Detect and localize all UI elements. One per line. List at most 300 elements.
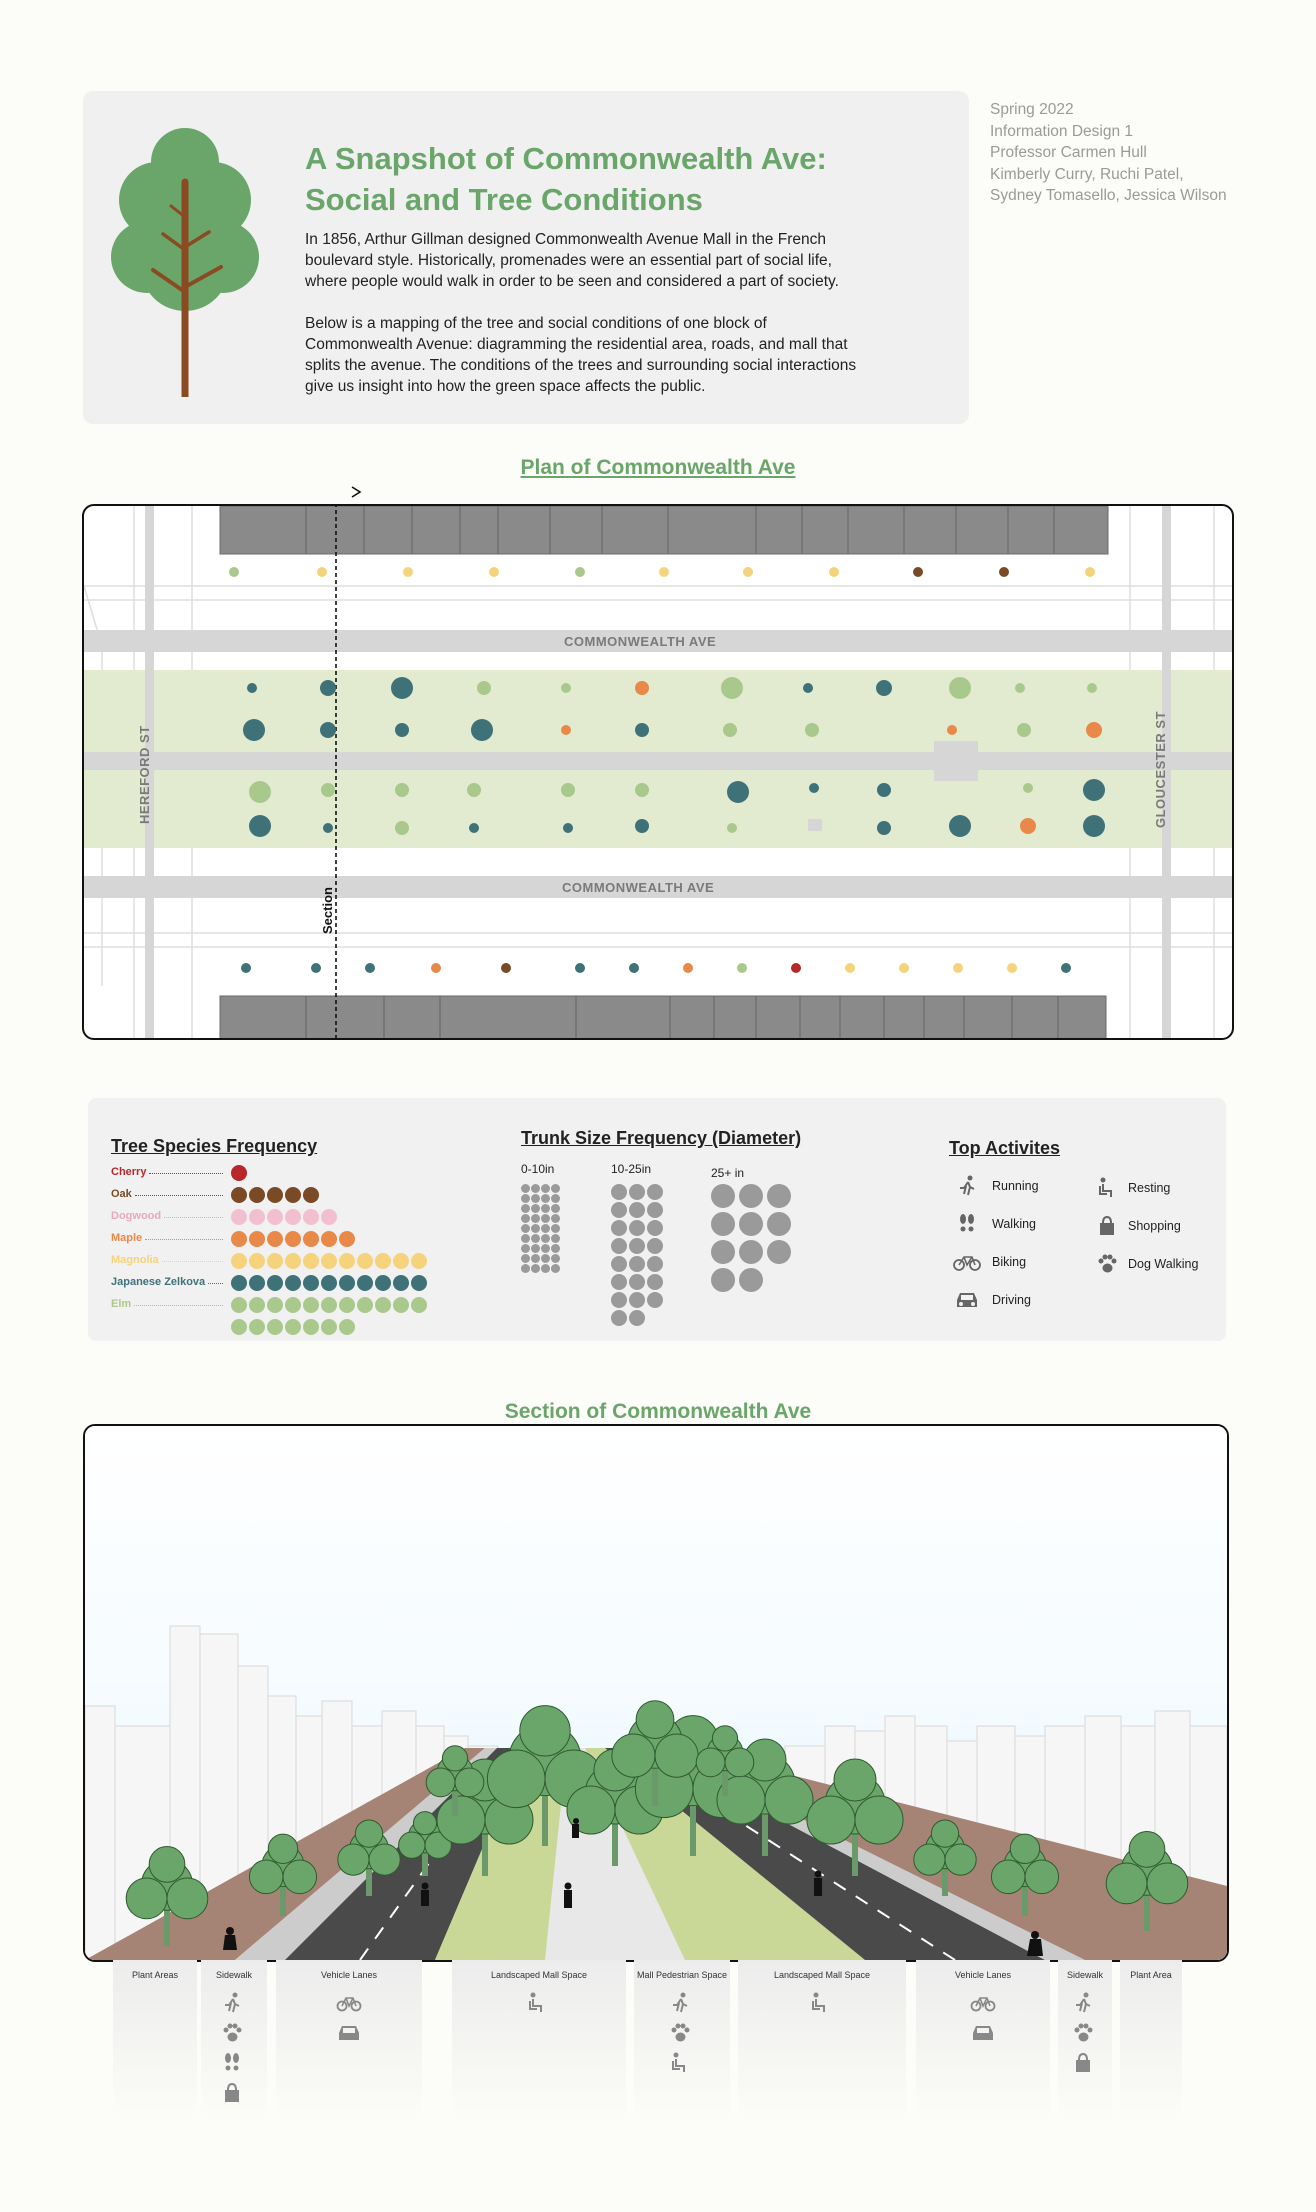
species-count-dot: [231, 1165, 247, 1181]
trunk-count-dot: [541, 1224, 550, 1233]
species-leader-line: [134, 1305, 223, 1306]
page-title: [305, 138, 865, 220]
section-zone: [1120, 1960, 1182, 2120]
tree-canopy: [487, 1750, 545, 1808]
species-count-dot: [285, 1297, 301, 1313]
credit-line: Professor Carmen Hull: [990, 144, 1147, 161]
tree-dot: [877, 821, 891, 835]
tree-dot: [953, 963, 963, 973]
tree-dot: [395, 821, 409, 835]
tree-canopy: [283, 1860, 317, 1894]
species-count-dot: [231, 1297, 247, 1313]
species-count-dot: [267, 1253, 283, 1269]
tree-canopy: [1010, 1834, 1039, 1863]
trunk-count-dot: [711, 1212, 735, 1236]
trunk-count-dot: [541, 1254, 550, 1263]
street-label-gloucester: GLOUCESTER ST: [1153, 710, 1168, 828]
running-icon: [1072, 1992, 1098, 2014]
tree-dot: [501, 963, 511, 973]
trunk-count-dot: [521, 1214, 530, 1223]
tree-dot: [575, 963, 585, 973]
tree-dot: [1007, 963, 1017, 973]
section-zone: [452, 1960, 626, 2120]
tree-dot: [876, 680, 892, 696]
trunk-count-dot: [629, 1202, 645, 1218]
road-label-top: COMMONWEALTH AVE: [564, 634, 717, 649]
species-count-dot: [249, 1187, 265, 1203]
trunk-count-dot: [551, 1194, 560, 1203]
species-count-dot: [249, 1319, 265, 1335]
trunk-count-dot: [551, 1254, 560, 1263]
tree-dot: [563, 823, 573, 833]
tree-dot: [247, 683, 257, 693]
section-zone: [916, 1960, 1050, 2120]
tree-dot: [635, 819, 649, 833]
tree-canopy: [413, 1812, 436, 1835]
species-count-dot: [393, 1275, 409, 1291]
tree-canopy: [399, 1832, 425, 1858]
trunk-count-dot: [531, 1224, 540, 1233]
tree-canopy: [945, 1844, 976, 1875]
activity-shopping: Shopping: [1128, 1219, 1181, 1233]
species-count-dot: [303, 1319, 319, 1335]
trunk-count-dot: [541, 1214, 550, 1223]
species-count-dot: [357, 1297, 373, 1313]
trunk-count-dot: [541, 1194, 550, 1203]
species-label: Cherry: [111, 1166, 147, 1178]
credit-line: Kimberly Curry, Ruchi Patel,: [990, 165, 1184, 183]
paw-icon: [221, 2022, 247, 2044]
tree-dot: [489, 567, 499, 577]
tree-dot: [809, 783, 819, 793]
species-count-dot: [249, 1253, 265, 1269]
running-icon: [956, 1175, 978, 1197]
tree-canopy: [914, 1844, 945, 1875]
tree-dot: [721, 677, 743, 699]
trunk-title: Trunk Size Frequency (Diameter): [521, 1128, 802, 1148]
running-icon: [221, 1992, 247, 2014]
trunk-count-dot: [767, 1184, 791, 1208]
trunk-count-dot: [711, 1240, 735, 1264]
shopping-bag-icon: [1096, 1215, 1118, 1237]
trunk-count-dot: [629, 1220, 645, 1236]
species-count-dot: [321, 1297, 337, 1313]
activity-resting: Resting: [1128, 1181, 1171, 1195]
tree-dot: [431, 963, 441, 973]
trunk-count-dot: [521, 1194, 530, 1203]
zone-label: Sidewalk: [1066, 1970, 1104, 1980]
trunk-count-dot: [611, 1238, 627, 1254]
trunk-count-dot: [647, 1274, 663, 1290]
tree-dot: [727, 781, 749, 803]
tree-dot: [803, 683, 813, 693]
trunk-count-dot: [551, 1214, 560, 1223]
trunk-count-dot: [551, 1234, 560, 1243]
tree-canopy: [765, 1776, 813, 1824]
species-count-dot: [249, 1209, 265, 1225]
species-count-dot: [303, 1275, 319, 1291]
trunk-frequency-chart: [521, 1162, 821, 1332]
tree-dot: [403, 567, 413, 577]
species-count-dot: [339, 1231, 355, 1247]
species-leader-line: [145, 1239, 223, 1240]
tree-dot: [1015, 683, 1025, 693]
trunk-count-dot: [629, 1292, 645, 1308]
footprints-icon: [221, 2052, 247, 2074]
species-count-dot: [411, 1253, 427, 1269]
shopping-bag-icon: [1072, 2052, 1098, 2074]
activity-walking: Walking: [992, 1217, 1036, 1231]
species-count-dot: [375, 1275, 391, 1291]
tree-dot: [805, 723, 819, 737]
trunk-count-dot: [611, 1220, 627, 1236]
species-leader-line: [149, 1173, 223, 1174]
tree-dot: [575, 567, 585, 577]
species-count-dot: [411, 1297, 427, 1313]
activities-title: Top Activites: [949, 1138, 1061, 1158]
credit-line: Sydney Tomasello, Jessica Wilson: [990, 187, 1227, 204]
trunk-count-dot: [541, 1234, 550, 1243]
credits: [990, 99, 1227, 207]
trunk-count-dot: [767, 1240, 791, 1264]
section-arrow-icon: [350, 485, 370, 499]
trunk-count-dot: [531, 1264, 540, 1273]
trunk-count-dot: [551, 1224, 560, 1233]
trunk-count-dot: [521, 1224, 530, 1233]
trunk-size-label: 10-25in: [611, 1162, 652, 1176]
activities-right: [1092, 1175, 1222, 1285]
tree-dot: [1087, 683, 1097, 693]
trunk-count-dot: [711, 1184, 735, 1208]
species-count-dot: [285, 1209, 301, 1225]
species-count-dot: [321, 1319, 337, 1335]
trunk-count-dot: [551, 1264, 560, 1273]
title-line-1: A Snapshot of Commonwealth Ave:: [305, 141, 827, 176]
tree-canopy: [834, 1759, 876, 1801]
bench-icon: [809, 1992, 835, 2014]
tree-dots-layer: [84, 506, 1232, 1038]
car-icon: [954, 1289, 980, 1311]
tree-dot: [320, 722, 336, 738]
section-zone: [201, 1960, 267, 2120]
tree-dot: [1083, 779, 1105, 801]
tree-canopy: [807, 1796, 855, 1844]
species-count-dot: [249, 1297, 265, 1313]
shopping-bag-icon: [221, 2082, 247, 2104]
section-zone: [738, 1960, 906, 2120]
title-line-2: Social and Tree Conditions: [305, 182, 703, 217]
trunk-count-dot: [629, 1274, 645, 1290]
tree-dot: [913, 567, 923, 577]
paw-icon: [1072, 2022, 1098, 2044]
tree-canopy: [426, 1768, 455, 1797]
zone-label: Landscaped Mall Space: [490, 1970, 588, 1980]
tree-canopy: [855, 1796, 903, 1844]
running-icon: [669, 1992, 695, 2014]
tree-canopy: [126, 1878, 167, 1919]
species-count-dot: [393, 1253, 409, 1269]
tree-dot: [949, 815, 971, 837]
species-count-dot: [231, 1187, 247, 1203]
tree-canopy: [636, 1701, 674, 1739]
trunk-count-dot: [541, 1244, 550, 1253]
trunk-count-dot: [541, 1204, 550, 1213]
trunk-count-dot: [647, 1292, 663, 1308]
trunk-size-label: 25+ in: [711, 1166, 745, 1180]
tree-canopy: [249, 1860, 283, 1894]
species-count-dot: [321, 1253, 337, 1269]
trunk-size-label: 0-10in: [521, 1162, 555, 1176]
tree-canopy: [655, 1734, 698, 1777]
zone-label: Landscaped Mall Space: [773, 1970, 871, 1980]
tree-canopy: [612, 1734, 655, 1777]
species-leader-line: [164, 1217, 223, 1218]
species-leader-line: [162, 1261, 223, 1262]
bike-icon: [952, 1251, 982, 1273]
species-label: Dogwood: [111, 1210, 162, 1222]
trunk-count-dot: [711, 1268, 735, 1292]
species-count-dot: [267, 1297, 283, 1313]
tree-dot: [1020, 818, 1036, 834]
tree-dot: [249, 815, 271, 837]
trunk-count-dot: [611, 1202, 627, 1218]
tree-canopy: [1147, 1863, 1188, 1904]
tree-canopy: [355, 1820, 382, 1847]
tree-illustration: [105, 122, 265, 397]
tree-dot: [635, 783, 649, 797]
trunk-count-dot: [611, 1256, 627, 1272]
tree-dot: [561, 725, 571, 735]
intro-text: [305, 229, 865, 418]
section-illustration: [83, 1424, 1229, 1962]
tree-dot: [629, 963, 639, 973]
activities-left: [952, 1175, 1092, 1315]
section-title: Section of Commonwealth Ave: [504, 1400, 812, 1423]
section-zone: [276, 1960, 422, 2120]
species-label: Maple: [111, 1232, 143, 1244]
species-count-dot: [321, 1209, 337, 1225]
species-label: Japanese Zelkova: [111, 1276, 206, 1288]
species-count-dot: [285, 1275, 301, 1291]
zone-label: Mall Pedestrian Space: [636, 1970, 728, 1980]
tree-canopy: [149, 1847, 185, 1883]
trunk-count-dot: [551, 1244, 560, 1253]
tree-dot: [845, 963, 855, 973]
trunk-count-dot: [611, 1184, 627, 1200]
trunk-count-dot: [611, 1274, 627, 1290]
credit-line: Information Design 1: [990, 122, 1134, 140]
tree-canopy: [520, 1706, 570, 1756]
species-leader-line: [135, 1195, 223, 1196]
trunk-count-dot: [611, 1292, 627, 1308]
species-count-dot: [375, 1297, 391, 1313]
species-count-dot: [339, 1253, 355, 1269]
tree-dot: [1023, 783, 1033, 793]
tree-dot: [395, 783, 409, 797]
paragraph-1: In 1856, Arthur Gillman designed Commonwealth Avenue Mall in the French boulevard style. Historically, promenades were an essential part of social life, where people would walk in order to be seen and considered a part of society.: [305, 231, 839, 290]
tree-dot: [1083, 815, 1105, 837]
species-count-dot: [339, 1319, 355, 1335]
tree-dot: [791, 963, 801, 973]
bench-icon: [1096, 1177, 1118, 1199]
trunk-count-dot: [531, 1234, 540, 1243]
species-count-dot: [285, 1231, 301, 1247]
trunk-count-dot: [647, 1238, 663, 1254]
species-count-dot: [267, 1187, 283, 1203]
trunk-count-dot: [551, 1204, 560, 1213]
species-count-dot: [321, 1231, 337, 1247]
species-count-dot: [393, 1297, 409, 1313]
zone-label: Vehicle Lanes: [320, 1970, 378, 1980]
trunk-count-dot: [739, 1184, 763, 1208]
bike-icon: [336, 1992, 362, 2014]
tree-dot: [323, 823, 333, 833]
species-count-dot: [303, 1253, 319, 1269]
car-icon: [336, 2022, 362, 2044]
trunk-count-dot: [611, 1310, 627, 1326]
trunk-count-dot: [541, 1184, 550, 1193]
species-count-dot: [231, 1275, 247, 1291]
tree-dot: [229, 567, 239, 577]
species-count-dot: [303, 1187, 319, 1203]
bench-icon: [669, 2052, 695, 2074]
tree-dot: [467, 783, 481, 797]
tree-dot: [635, 681, 649, 695]
tree-canopy: [442, 1746, 467, 1771]
tree-dot: [737, 963, 747, 973]
trunk-count-dot: [531, 1184, 540, 1193]
species-count-dot: [357, 1275, 373, 1291]
bike-icon: [970, 1992, 996, 2014]
tree-canopy: [369, 1844, 400, 1875]
credit-line: Spring 2022: [990, 101, 1074, 118]
tree-dot: [1061, 963, 1071, 973]
trunk-count-dot: [629, 1256, 645, 1272]
trunk-count-dot: [647, 1202, 663, 1218]
species-count-dot: [357, 1253, 373, 1269]
species-count-dot: [411, 1275, 427, 1291]
trunk-count-dot: [629, 1184, 645, 1200]
tree-dot: [659, 567, 669, 577]
species-count-dot: [285, 1253, 301, 1269]
trunk-count-dot: [541, 1264, 550, 1273]
zone-label: Vehicle Lanes: [954, 1970, 1012, 1980]
zone-label: Plant Area: [1130, 1970, 1172, 1980]
tree-canopy: [338, 1844, 369, 1875]
section-zone: [113, 1960, 197, 2120]
trunk-count-dot: [531, 1244, 540, 1253]
trunk-count-dot: [647, 1220, 663, 1236]
section-zone: [634, 1960, 730, 2120]
trunk-count-dot: [551, 1184, 560, 1193]
species-label: Elm: [111, 1298, 132, 1310]
trunk-count-dot: [629, 1238, 645, 1254]
street-label-hereford: HEREFORD ST: [137, 725, 152, 824]
trunk-count-dot: [531, 1204, 540, 1213]
species-count-dot: [375, 1253, 391, 1269]
species-count-dot: [285, 1319, 301, 1335]
tree-canopy: [1129, 1832, 1165, 1868]
zone-label: Plant Areas: [131, 1970, 179, 1980]
road-label-bottom: COMMONWEALTH AVE: [562, 880, 715, 895]
tree-canopy: [268, 1834, 297, 1863]
tree-canopy: [437, 1796, 485, 1844]
tree-dot: [477, 681, 491, 695]
trunk-count-dot: [647, 1184, 663, 1200]
species-label: Magnolia: [111, 1254, 159, 1266]
tree-dot: [561, 683, 571, 693]
tree-dot: [1085, 567, 1095, 577]
species-count-dot: [231, 1253, 247, 1269]
trunk-count-dot: [767, 1212, 791, 1236]
species-leader-line: [208, 1283, 223, 1284]
tree-dot: [635, 723, 649, 737]
trunk-count-dot: [647, 1256, 663, 1272]
trunk-count-dot: [521, 1184, 530, 1193]
trunk-count-dot: [739, 1268, 763, 1292]
tree-dot: [877, 783, 891, 797]
plan-title: Plan of Commonwealth Ave: [520, 456, 796, 479]
trunk-count-dot: [521, 1234, 530, 1243]
footprints-icon: [956, 1213, 978, 1235]
tree-canopy: [931, 1820, 958, 1847]
tree-dot: [743, 567, 753, 577]
species-count-dot: [249, 1275, 265, 1291]
tree-dot: [683, 963, 693, 973]
paw-icon: [669, 2022, 695, 2044]
species-count-dot: [267, 1319, 283, 1335]
species-count-dot: [303, 1297, 319, 1313]
tree-canopy: [455, 1768, 484, 1797]
bench-icon: [526, 1992, 552, 2014]
paw-icon: [1096, 1253, 1118, 1275]
trunk-count-dot: [521, 1264, 530, 1273]
trunk-count-dot: [629, 1310, 645, 1326]
tree-dot: [947, 725, 957, 735]
species-count-dot: [285, 1187, 301, 1203]
species-count-dot: [267, 1231, 283, 1247]
section-marker-label: Section: [320, 887, 335, 934]
species-count-dot: [231, 1319, 247, 1335]
species-title: Tree Species Frequency: [111, 1136, 318, 1156]
species-label: Oak: [111, 1188, 132, 1200]
tree-dot: [899, 963, 909, 973]
tree-dot: [317, 567, 327, 577]
tree-dot: [243, 719, 265, 741]
tree-dot: [727, 823, 737, 833]
species-count-dot: [249, 1231, 265, 1247]
tree-canopy: [1106, 1863, 1147, 1904]
tree-canopy: [725, 1748, 754, 1777]
species-count-dot: [321, 1275, 337, 1291]
tree-canopy: [712, 1726, 737, 1751]
species-count-dot: [303, 1209, 319, 1225]
tree-dot: [311, 963, 321, 973]
section-zones: [0, 1960, 1316, 2120]
species-count-dot: [267, 1209, 283, 1225]
species-count-dot: [231, 1209, 247, 1225]
tree-dot: [561, 783, 575, 797]
tree-canopy: [167, 1878, 208, 1919]
tree-dot: [395, 723, 409, 737]
tree-dot: [1017, 723, 1031, 737]
trunk-count-dot: [531, 1214, 540, 1223]
trunk-count-dot: [521, 1244, 530, 1253]
tree-dot: [1086, 722, 1102, 738]
activity-dog-walking: Dog Walking: [1128, 1257, 1199, 1271]
species-count-dot: [303, 1231, 319, 1247]
activity-driving: Driving: [992, 1293, 1031, 1307]
